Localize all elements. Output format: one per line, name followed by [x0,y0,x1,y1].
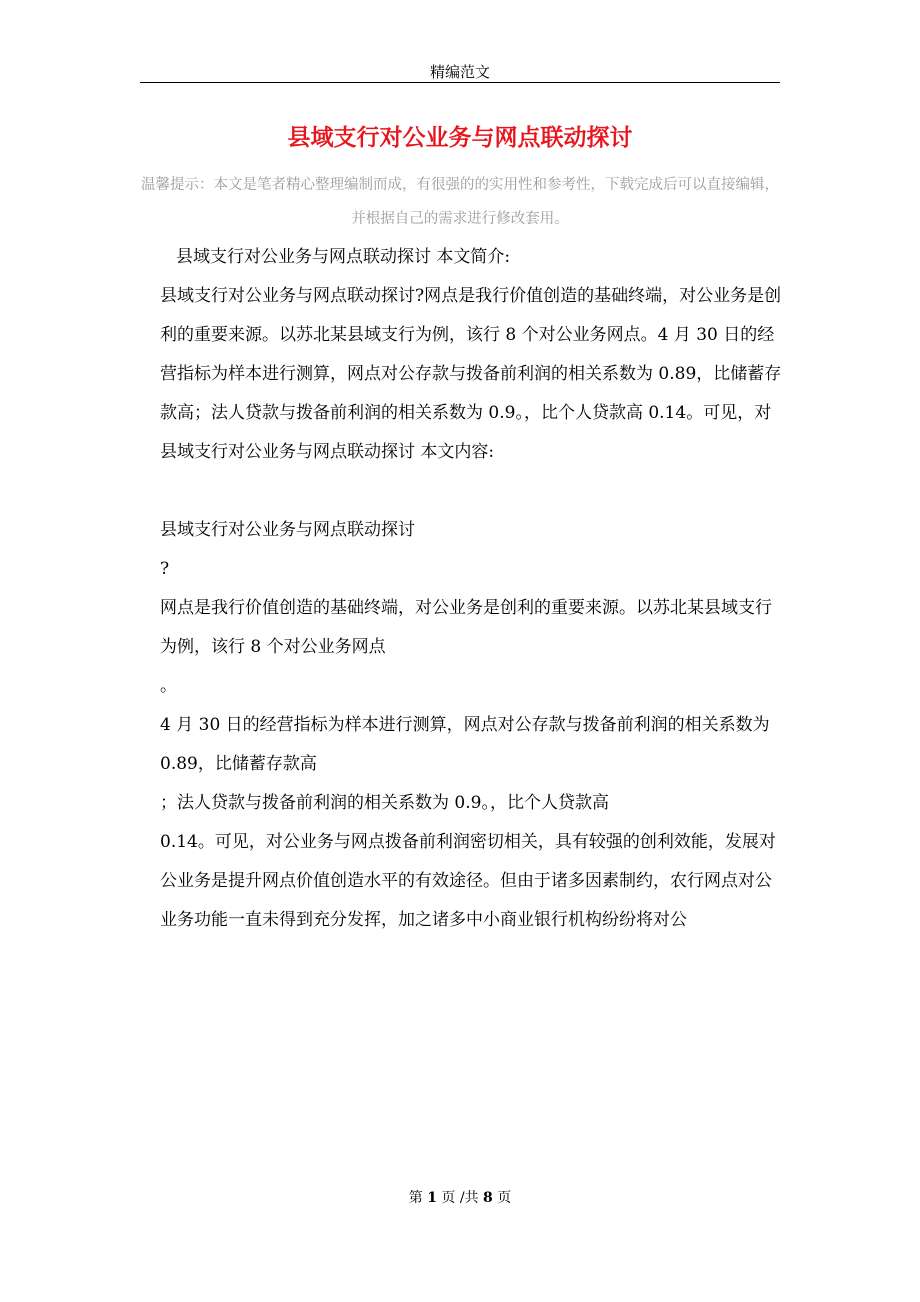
paragraph-period: 。 [160,676,177,696]
footer-prefix: 第 [408,1190,423,1206]
paragraph-content-heading: 县域支行对公业务与网点联动探讨 本文内容: [160,442,495,462]
paragraph-body: 0.14。可见，对公业务与网点拨备前利润密切相关，具有较强的创利效能，发展对公业务是提升网点价值创造水平的有效途径。但由于诸多因素制约，农行网点对公业务功能一直未得到充分发挥，加之诸多中小商业银行机构纷纷将对公 [160,832,776,930]
paragraph-summary: 县域支行对公业务与网点联动探讨?网点是我行价值创造的基础终端，对公业务是创利的重要来源。以苏北某县域支行为例，该行 8 个对公业务网点。4 月 30 日的经营指标为样本进行测算，网点对公存款与拨备前利润的相关系数为 0.89，比储蓄存款高；法人贷款与拨备前利润的相关系数为 0.9。，比个人贷款高 0.14。可见，对 [160,286,782,423]
footer-suffix: 页 [497,1190,512,1206]
document-title: 县域支行对公业务与网点联动探讨 [287,125,633,151]
paragraph-question-mark: ? [160,559,170,579]
paragraph-body: 0.89，比储蓄存款高 [160,754,317,774]
page-footer [140,1188,780,1208]
paragraph-body: 4 月 30 日的经营指标为样本进行测算，网点对公存款与拨备前利润的相关系数为 [160,715,770,735]
page-total: 8 [483,1190,493,1206]
tip-text: 温馨提示：本文是笔者精心整理编制而成，有很强的的实用性和参考性，下载完成后可以直接编辑，并根据自己的需求进行修改套用。 [141,177,779,227]
document-body [140,238,785,940]
paragraph-summary-heading: 县域支行对公业务与网点联动探讨 本文简介: [176,247,511,267]
paragraph-title-repeat: 县域支行对公业务与网点联动探讨 [160,520,415,540]
paragraph-body: ；法人贷款与拨备前利润的相关系数为 0.9。，比个人贷款高 [160,793,609,813]
footer-middle: 页 /共 [441,1190,479,1206]
header-rule [140,82,780,83]
paragraph-body: 网点是我行价值创造的基础终端，对公业务是创利的重要来源。以苏北某县域支行为例，该行 8 个对公业务网点 [160,598,772,657]
page-number: 1 [427,1190,437,1206]
page-header: 精编范文 [429,63,490,81]
spacer [140,472,785,511]
